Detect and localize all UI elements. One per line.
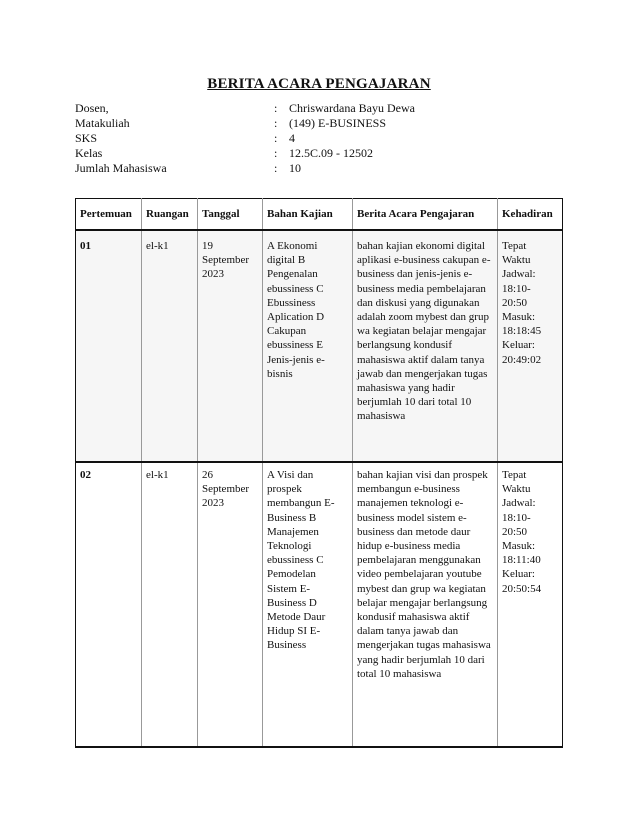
header-kehadiran: Kehadiran [498, 199, 563, 231]
info-colon: : [274, 101, 278, 115]
info-value-kelas: 12.5C.09 - 12502 [289, 146, 373, 160]
info-label-matakuliah: Matakuliah [75, 116, 130, 130]
cell-berita-acara: bahan kajian ekonomi digital aplikasi e-business cakupan e-business dan jenis-jenis e-business media pembelajaran dan diskusi yang digunakan adalah zoom mybest dan grup wa kegiatan belajar mengajar berlangsung kondusif mahasiswa aktif dalam tanya jawab dan mengerjakan tugas mahasiswa yang hadir berjumlah 10 dari total 10 mahasiswa [353, 230, 498, 462]
info-colon: : [274, 131, 278, 145]
info-row-sks [75, 131, 415, 146]
cell-kehadiran: Tepat Waktu Jadwal: 18:10- 20:50 Masuk: 18:11:40 Keluar: 20:50:54 [498, 462, 563, 747]
header-berita-acara: Berita Acara Pengajaran [353, 199, 498, 231]
info-value-dosen: Chriswardana Bayu Dewa [289, 101, 415, 115]
table-row [76, 230, 563, 462]
cell-ruangan: el-k1 [142, 230, 198, 462]
cell-bahan-kajian: A Visi dan prospek membangun E- Business B Manajemen Teknologi ebussiness C Pemodelan Sistem E- Business D Metode Daur Hidup SI E- Business [263, 462, 353, 747]
cell-ruangan: el-k1 [142, 462, 198, 747]
header-pertemuan: Pertemuan [76, 199, 142, 231]
info-label-kelas: Kelas [75, 146, 103, 160]
info-row-jumlah-mahasiswa [75, 161, 415, 176]
info-value-sks: 4 [289, 131, 295, 145]
table-row [76, 462, 563, 747]
info-colon: : [274, 116, 278, 130]
info-colon: : [274, 146, 278, 160]
header-tanggal: Tanggal [198, 199, 263, 231]
info-label-dosen: Dosen, [75, 101, 109, 115]
info-label-sks: SKS [75, 131, 98, 145]
header-bahan-kajian: Bahan Kajian [263, 199, 353, 231]
course-info [75, 101, 415, 176]
info-row-kelas [75, 146, 415, 161]
page-title: BERITA ACARA PENGAJARAN [207, 76, 431, 92]
info-row-dosen [75, 101, 415, 116]
info-label-jumlah-mahasiswa: Jumlah Mahasiswa [75, 161, 167, 175]
cell-berita-acara: bahan kajian visi dan prospek membangun e-business manajemen teknologi e-business model sistem e-business dan metode daur hidup e-business media pembelajaran menggunakan video pembelajaran youtube mybest dan grup wa kegiatan belajar mengajar berlangsung kondusif mahasiswa aktif dalam tanya jawab dan mengerjakan tugas mahasiswa yang hadir berjumlah 10 dari total 10 mahasiswa [353, 462, 498, 747]
cell-tanggal: 26 September 2023 [198, 462, 263, 747]
cell-pertemuan: 01 [76, 230, 142, 462]
cell-kehadiran: Tepat Waktu Jadwal: 18:10- 20:50 Masuk: 18:18:45 Keluar: 20:49:02 [498, 230, 563, 462]
cell-bahan-kajian: A Ekonomi digital B Pengenalan ebussiness C Ebussiness Aplication D Cakupan ebussiness E Jenis-jenis e- bisnis [263, 230, 353, 462]
info-value-matakuliah: (149) E-BUSINESS [289, 116, 387, 130]
info-value-jumlah-mahasiswa: 10 [289, 161, 301, 175]
cell-tanggal: 19 September 2023 [198, 230, 263, 462]
header-ruangan: Ruangan [142, 199, 198, 231]
table-header-row [76, 199, 563, 231]
info-colon: : [274, 161, 278, 175]
info-row-matakuliah [75, 116, 415, 131]
attendance-table [75, 198, 563, 748]
cell-pertemuan: 02 [76, 462, 142, 747]
